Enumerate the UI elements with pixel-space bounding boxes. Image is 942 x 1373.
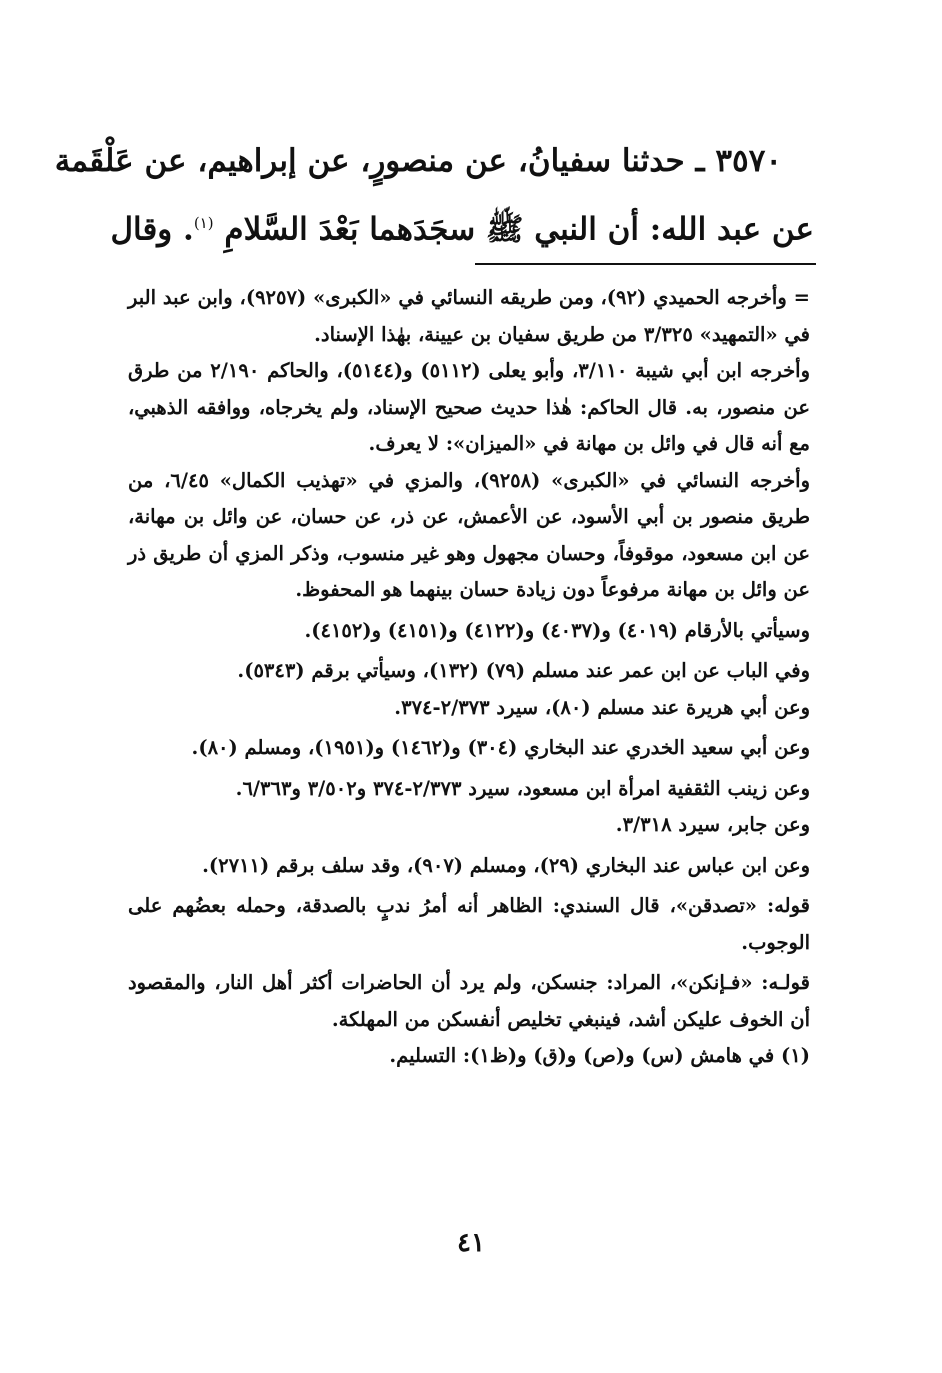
hadith-line-2 [110, 192, 814, 260]
hadith-line-2-text: عن عبد الله: أن النبي ﷺ سجَدَهما بَعْدَ السَّلامِ [224, 211, 814, 248]
note-paragraph: وعن أبي هريرة عند مسلم (٨٠)، سيرد ٢/٣٧٣-٣٧٤. [394, 695, 810, 719]
note-paragraph: قوله: «تصدقن»، قال السندي: الظاهر أنه أمرُ ندبٍ بالصدقة، وحمله بعضُهم على الوجوب. [128, 894, 810, 954]
note-paragraph: وعن جابر، سيرد ٣/٣١٨. [615, 813, 810, 836]
note-paragraph: وسيأتي بالأرقام (٤٠١٩) و(٤٠٣٧) و(٤١٢٢) و(٤١٥١) و(٤١٥٢). [304, 618, 810, 642]
footnotes [128, 280, 810, 1075]
note-paragraph: وعن زينب الثقفية امرأة ابن مسعود، سيرد ٢/٣٧٣-٣٧٤ و٣/٥٠٢ و٦/٣٦٣. [235, 776, 810, 800]
footnote-separator [475, 263, 816, 265]
hadith-text [54, 130, 782, 192]
footnote-marker: (١) [193, 214, 214, 232]
hadith-line-2-end: . وقال [110, 211, 194, 248]
hadith-line-1: ٣٥٧٠ ـ حدثنا سفيانُ، عن منصورٍ، عن إبراهيم، عن عَلْقَمة [54, 143, 782, 179]
note-paragraph: وعن ابن عباس عند البخاري (٢٩)، ومسلم (٩٠٧)، وقد سلف برقم (٢٧١١). [202, 853, 810, 877]
note-paragraph: قولـه: «فـإنكن»، المراد: جنسكن، ولم يرد أن الحاضرات أكثر أهل النار، والمقصود أن الخوف عليكن أشد، فينبغي تخليص أنفسكن من المهلكة. [128, 971, 810, 1031]
note-paragraph: وعن أبي سعيد الخدري عند البخاري (٣٠٤) و(١٤٦٢) و(١٩٥١)، ومسلم (٨٠). [191, 736, 810, 759]
note-paragraph: وفي الباب عن ابن عمر عند مسلم (٧٩) (١٣٢)، وسيأتي برقم (٥٣٤٣). [237, 659, 810, 682]
note-paragraph: وأخرجه النسائي في «الكبرى» (٩٢٥٨)، والمزي في «تهذيب الكمال» ٦/٤٥، من طريق منصور بن أبي الأسود، عن الأعمش، عن ذر، عن حسان، عن وائل بن مهانة، عن ابن مسعود، موقوفاً، وحسان مجهول وهو غير منسوب، وذكر المزي أن طريق ذر عن وائل بن مهانة مرفوعاً دون زيادة حسان بينهما هو المحفوظ. [128, 468, 810, 601]
footnote-1: (١) في هامش (س) و(ص) و(ق) و(ظ١): التسليم. [389, 1044, 810, 1067]
note-paragraph: = وأخرجه الحميدي (٩٢)، ومن طريقه النسائي في «الكبرى» (٩٢٥٧)، وابن عبد البر في «التمهيد» ٣/٣٢٥ من طريق سفيان بن عيينة، بهٰذا الإسناد. [128, 286, 810, 346]
note-paragraph: وأخرجه ابن أبي شيبة ٣/١١٠، وأبو يعلى (٥١١٢) و(٥١٤٤)، والحاكم ٢/١٩٠ من طرق عن منصور، به. قال الحاكم: هٰذا حديث صحيح الإسناد، ولم يخرجاه، ووافقه الذهبي، مع أنه قال في وائل بن مهانة في «الميزان»: لا يعرف. [128, 359, 810, 455]
page-number: ٤١ [457, 1228, 485, 1258]
